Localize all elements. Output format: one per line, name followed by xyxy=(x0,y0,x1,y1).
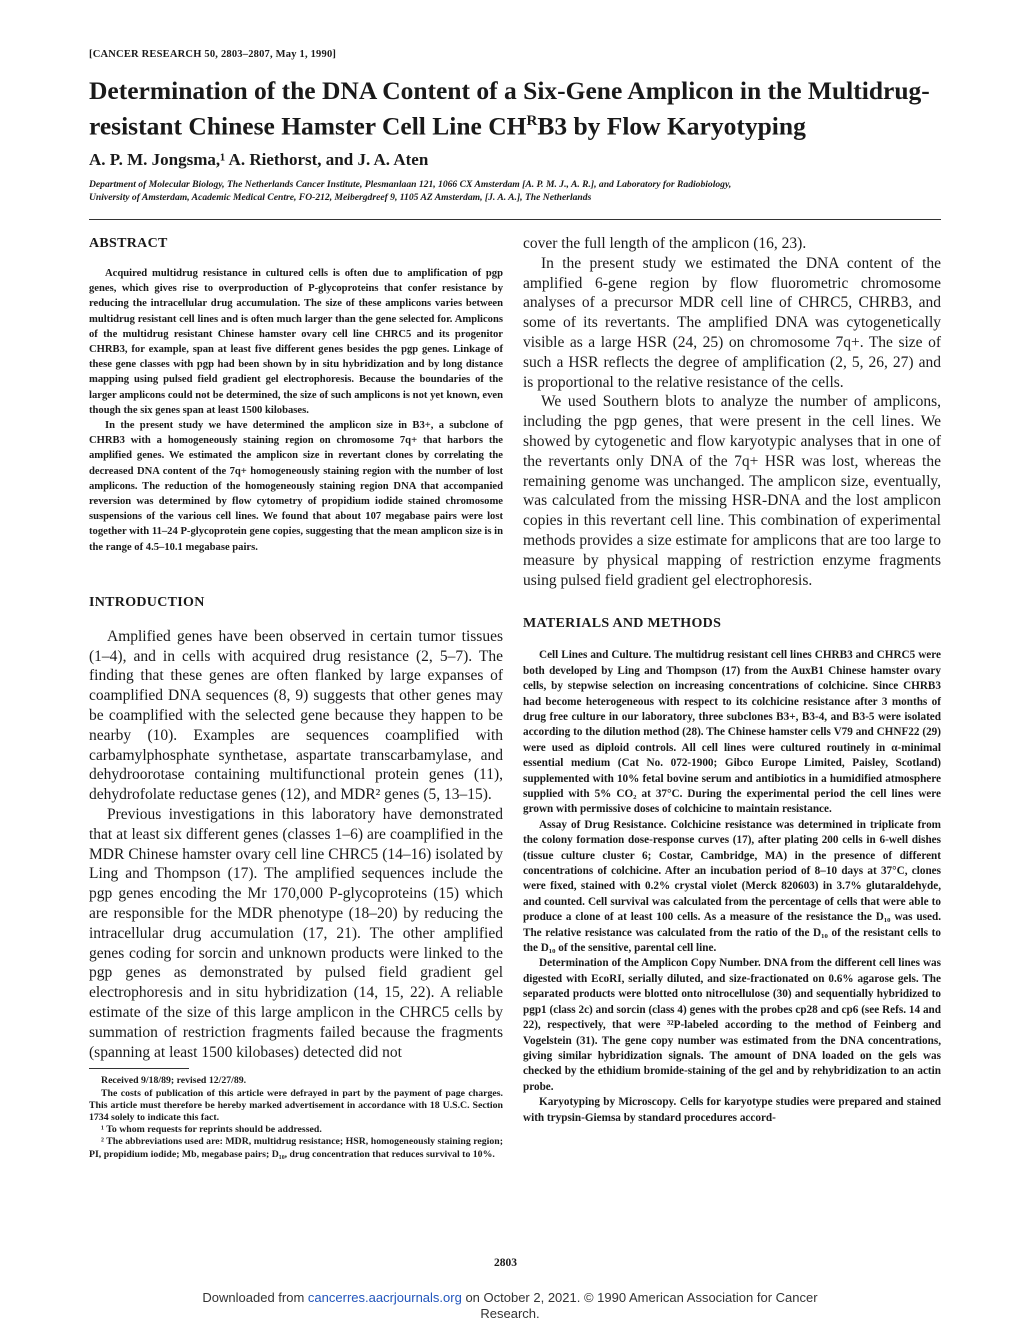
title-line-2-end: B3 by Flow Karyotyping xyxy=(537,111,806,141)
header-divider xyxy=(89,219,941,220)
download-line-2: Research. xyxy=(480,1306,540,1321)
copy-number-label: Determination of the Amplicon Copy Number. xyxy=(539,957,761,970)
methods-heading: MATERIALS AND METHODS xyxy=(523,616,722,632)
journal-link[interactable]: cancerres.aacrjournals.org xyxy=(307,1290,462,1305)
intro-paragraph-4: We used Southern blots to analyze the number of amplicons, including the pgp genes, that were present in the cell lines. We showed by cytogenetic and flow karyotypic analyses that in one of the revertants only DNA of the 7q+ HSR was lost, whereas the remaining genome was unchanged. The amplicon size, eventually, was calculated from the missing HSR-DNA and the lost amplicon copies in this revertant cell line. This combination of experimental methods provides a size estimate for amplicons that are too large to measure by physical mapping of restriction enzyme fragments using pulsed field gradient gel electrophoresis. xyxy=(523,393,941,589)
affiliations xyxy=(89,178,949,204)
intro-continuation: cover the full length of the amplicon (16, 23). xyxy=(523,235,807,252)
footnote-1: ¹ To whom requests for reprints should be addressed. xyxy=(101,1124,322,1136)
drug-resistance-text: Colchicine resistance was determined in triplicate from the colony formation dose-response curves (17), after plating 200 cells in 6-well dishes (tissue culture cluster 6; Costar, Cambridge, MA) in the presence of different concentrations of colchicine. After an incubation period of 8–10 days at 37°C, clones were fixed, stained with 0.2% crystal violet (Merck 820603) in 3.7% glutaraldehyde, and counted. Cell survival was calculated from the percentage of cells that were able to produce a clone of at least 100 cells. As a measure of the resistance the D₁₀ was used. The relative resistance was calculated from the ratio of the D₁₀ of the resistant cells to the D₁₀ of the sensitive, parental cell line. xyxy=(523,818,941,955)
title-line-2 xyxy=(89,106,949,142)
download-footer xyxy=(0,1290,1020,1322)
footnotes xyxy=(89,1075,503,1160)
title-line-1: Determination of the DNA Content of a Six-Gene Amplicon in the Multidrug- xyxy=(89,76,930,105)
karyotyping-label: Karyotyping by Microscopy. xyxy=(539,1096,677,1109)
methods-body xyxy=(523,648,941,1126)
title-line-2-text: resistant Chinese Hamster Cell Line CH xyxy=(89,111,527,141)
affiliation-line-2: University of Amsterdam, Academic Medical Centre, FO-212, Meibergdreef 9, 1105 AZ Amsterdam, [J. A. A.], The Netherlands xyxy=(89,192,592,203)
copy-number-paragraph xyxy=(523,956,941,1095)
drug-resistance-label: Assay of Drug Resistance. xyxy=(539,818,667,831)
introduction-body xyxy=(89,627,503,1063)
drug-resistance-paragraph xyxy=(523,818,941,957)
abstract-paragraph-1: Acquired multidrug resistance in cultured cells is often due to amplification of pgp genes, which gives rise to overproduction of P-glycoproteins that confer resistance by reducing the intracellular drug accumulation. The size of these amplicons varies between multidrug resistant cell lines and is often much larger than the gene selected for. Amplicons of the multidrug resistant Chinese hamster ovary cell line CHRC5 and its progenitor CHRB3, for example, span at least five different genes besides the pgp genes. Linkage of these gene classes with pgp had been shown by in situ hybridization and by long distance mapping using pulsed field gradient gel electrophoresis. Because the boundaries of the larger amplicons could not be determined, the size of such amplicons is not yet known, even though the six genes span at least 1500 kilobases. xyxy=(89,268,503,416)
left-column xyxy=(89,234,503,1161)
cell-lines-label: Cell Lines and Culture. xyxy=(539,649,652,662)
title-superscript: R xyxy=(526,113,538,129)
abstract-paragraph-2: In the present study we have determined the amplicon size in B3+, a subclone of CHRB3 with a homogeneously staining region on chromosome 7q+ that harbors the amplified genes. We estimated the amplicon size in revertant clones by correlating the decreased DNA content of the 7q+ homogeneously staining region with the number of lost amplicons. The reduction of the homogeneously staining region DNA that accompanied reversion was determined by flow cytometry of propidium iodide stained chromosome suspensions of the various cell lines. We found that about 107 megabase pairs were lost together with 11–24 P-glycoprotein gene copies, suggesting that the mean amplicon size is in the range of 4.5–10.1 megabase pairs. xyxy=(89,420,503,553)
copy-number-text: DNA from the different cell lines was digested with EcoRI, serially diluted, and size-fractionated on 0.6% agarose gels. The separated products were blotted onto nitrocellulose (30) and sequentially hybridized to pgp1 (class 2c) and sorcin (class 4) genes with the probes cp28 and cp6 (see Refs. 14 and 22), respectively, that were ³²P-labeled according to the method of Feinberg and Vogelstein (31). The gene copy number was estimated from the DNA concentrations, giving similar hybridization signals. The amount of DNA loaded on the gels was checked by the ethidium bromide-staining of the gel and by rehybridization to an actin probe. xyxy=(523,957,942,1093)
download-suffix: on October 2, 2021. © 1990 American Association for Cancer xyxy=(461,1290,818,1305)
abstract-heading: ABSTRACT xyxy=(89,236,168,251)
cell-lines-paragraph xyxy=(523,648,941,817)
page-number: 2803 xyxy=(494,1257,517,1269)
intro-paragraph-3: In the present study we estimated the DNA content of the amplified 6-gene region by flow fluorometric chromosome analyses of a precursor MDR cell line of CHRC5, CHRB3, and some of its revertants. The amplified DNA was cytogenetically visible as a large HSR (24, 25) on chromosome 7q+. The size of such a HSR reflects the degree of amplification (2, 5, 26, 27) and is proportional to the relative resistance of the cells. xyxy=(523,254,941,391)
karyotyping-paragraph xyxy=(523,1095,941,1126)
introduction-paragraph-1: Amplified genes have been observed in certain tumor tissues (1–4), and in cells with acquired drug resistance (2, 5–7). The finding that these genes are often flanked by large expanses of coamplified DNA sequences (8, 9) suggests that other genes may be coamplified with the selected gene because they happen to be nearby (10). Examples are sequences coamplified with carbamylphosphate synthetase, aspartate transcarbamylase, and dehydroorotase containing multifunctional protein genes (11), dehydrofolate reductase genes (12), and MDR² genes (5, 13–15). xyxy=(89,627,503,804)
footnote-2: ² The abbreviations used are: MDR, multidrug resistance; HSR, homogeneously staining region; PI, propidium iodide; Mb, megabase pairs; D₁₀, drug concentration that reduces survival to 10%. xyxy=(89,1136,503,1160)
introduction-paragraph-2: Previous investigations in this laboratory have demonstrated that at least six different genes (classes 1–6) are coamplified in the MDR Chinese hamster ovary cell line CHRC5 (14–16) isolated by Ling and Thompson (17). The amplified sequences include the pgp genes encoding the Mr 170,000 P-glycoproteins (15) which are responsible for the MDR phenotype (18–20) by reducing the intracellular drug accumulation (17, 21). The other amplified genes coding for sorcin and unknown products were linked to the pgp genes as demonstrated by pulsed field gradient gel electrophoresis and in situ hybridization (14, 15, 22). A reliable estimate of the size of this large amplicon in the CHRC5 cells by summation of restriction fragments failed because the fragments (spanning at least 1500 kilobases) detected did not xyxy=(89,806,503,1061)
introduction-heading: INTRODUCTION xyxy=(89,594,205,610)
abstract-body xyxy=(89,266,503,555)
authors: A. P. M. Jongsma,¹ A. Riethorst, and J. A. Aten xyxy=(89,150,429,169)
download-prefix: Downloaded from xyxy=(202,1290,308,1305)
received-date: Received 9/18/89; revised 12/27/89. xyxy=(101,1075,247,1087)
cell-lines-text: The multidrug resistant cell lines CHRB3 and CHRC5 were both developed by Ling and Thompson (17) from the AuxB1 Chinese hamster ovary cells, by stepwise selection on increasing concentrations of colchicine. Since CHRB3 had become heterogeneous with respect to its colchicine resistance after 3 months of drug free culture in our laboratory, three subclones B3+, B3-4, and B3-5 were isolated according to the dilution method (28). The Chinese hamster cells V79 and CHNF22 (29) were used as diploid controls. All cell lines were cultured routinely in α-minimal essential medium (Cat No. 072-1900; Gibco Europe Limited, Paisley, Scotland) supplemented with 10% fetal bovine serum and antibiotics in a humidified atmosphere supplied with 5% CO₂ at 37°C. During the experimental period the cell lines were grown with permissive doses of colchicine to maintain resistance. xyxy=(523,649,941,816)
journal-citation: [CANCER RESEARCH 50, 2803–2807, May 1, 1990] xyxy=(89,49,337,60)
right-intro-body xyxy=(523,234,941,590)
article-title xyxy=(89,76,949,142)
right-column xyxy=(523,234,941,1126)
affiliation-line-1: Department of Molecular Biology, The Netherlands Cancer Institute, Plesmanlaan 121, 1066 CX Amsterdam [A. P. M. J., A. R.], and Laboratory for Radiobiology, xyxy=(89,179,732,190)
publication-costs-note: The costs of publication of this article were defrayed in part by the payment of page charges. This article must therefore be hereby marked advertisement in accordance with 18 U.S.C. Section 1734 solely to indicate this fact. xyxy=(89,1087,503,1123)
footnote-divider xyxy=(89,1068,189,1069)
karyotyping-text: Cells for karyotype studies were prepared and stained with trypsin-Giemsa by standard procedures accord- xyxy=(523,1096,942,1124)
